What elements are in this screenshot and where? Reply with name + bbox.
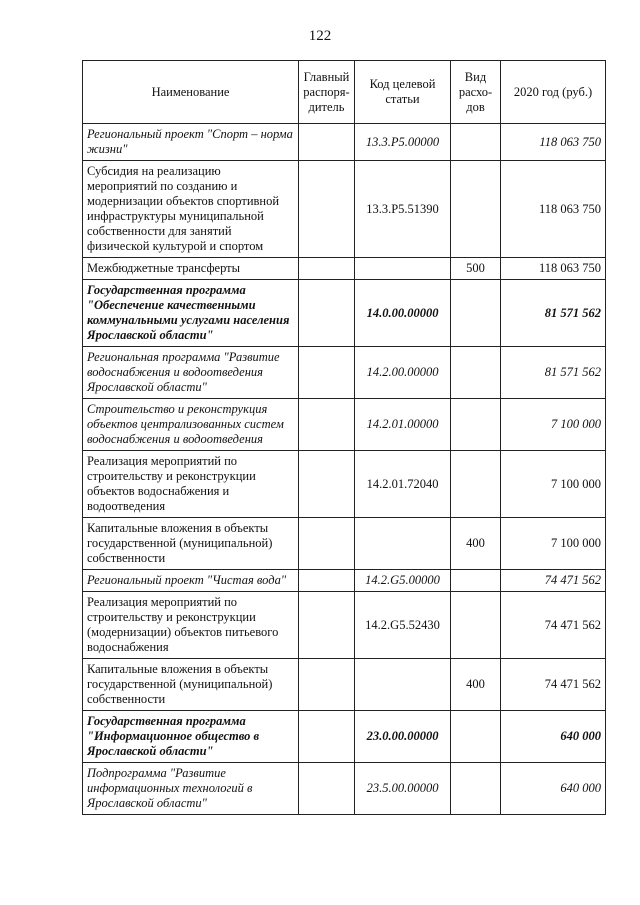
row-code-cell: 14.0.00.00000 bbox=[355, 280, 451, 347]
row-name-cell: Реализация мероприятий по строительству и реконструкции объектов водоснабжения и водоотведения bbox=[83, 451, 299, 518]
row-kind-cell bbox=[451, 124, 501, 161]
table-row bbox=[83, 659, 606, 711]
row-amount-cell: 7 100 000 bbox=[501, 451, 606, 518]
row-name-cell: Подпрограмма "Развитие информационных технологий в Ярославской области" bbox=[83, 763, 299, 815]
row-head-cell bbox=[299, 451, 355, 518]
row-code-cell: 14.2.G5.52430 bbox=[355, 592, 451, 659]
row-code-cell: 14.2.01.00000 bbox=[355, 399, 451, 451]
row-kind-cell: 400 bbox=[451, 659, 501, 711]
row-kind-cell bbox=[451, 451, 501, 518]
table-row bbox=[83, 280, 606, 347]
table-row bbox=[83, 124, 606, 161]
row-head-cell bbox=[299, 347, 355, 399]
row-amount-cell: 81 571 562 bbox=[501, 347, 606, 399]
row-amount-cell: 118 063 750 bbox=[501, 161, 606, 258]
row-head-cell bbox=[299, 258, 355, 280]
row-code-cell bbox=[355, 518, 451, 570]
row-amount-cell: 640 000 bbox=[501, 711, 606, 763]
header-name: Наименование bbox=[83, 61, 299, 124]
row-kind-cell bbox=[451, 280, 501, 347]
header-amount: 2020 год (руб.) bbox=[501, 61, 606, 124]
budget-table bbox=[82, 60, 606, 815]
row-code-cell: 13.3.P5.51390 bbox=[355, 161, 451, 258]
row-head-cell bbox=[299, 711, 355, 763]
table-row bbox=[83, 451, 606, 518]
table-body bbox=[83, 124, 606, 815]
table-header-row bbox=[83, 61, 606, 124]
table-row bbox=[83, 711, 606, 763]
table-row bbox=[83, 570, 606, 592]
row-name-cell: Государственная программа "Обеспечение качественными коммунальными услугами населения Ярославской области" bbox=[83, 280, 299, 347]
row-name-cell: Региональная программа "Развитие водоснабжения и водоотведения Ярославской области" bbox=[83, 347, 299, 399]
row-code-cell bbox=[355, 659, 451, 711]
row-head-cell bbox=[299, 763, 355, 815]
row-name-cell: Реализация мероприятий по строительству и реконструкции (модернизации) объектов питьевого водоснабжения bbox=[83, 592, 299, 659]
row-kind-cell: 400 bbox=[451, 518, 501, 570]
row-kind-cell bbox=[451, 347, 501, 399]
row-code-cell: 14.2.00.00000 bbox=[355, 347, 451, 399]
row-code-cell: 14.2.01.72040 bbox=[355, 451, 451, 518]
row-head-cell bbox=[299, 280, 355, 347]
header-kind: Вид расхо-дов bbox=[451, 61, 501, 124]
row-amount-cell: 640 000 bbox=[501, 763, 606, 815]
row-head-cell bbox=[299, 570, 355, 592]
page-number: 122 bbox=[308, 28, 332, 44]
row-kind-cell bbox=[451, 763, 501, 815]
header-code: Код целевой статьи bbox=[355, 61, 451, 124]
row-name-cell: Региональный проект "Спорт – норма жизни" bbox=[83, 124, 299, 161]
row-kind-cell: 500 bbox=[451, 258, 501, 280]
row-head-cell bbox=[299, 161, 355, 258]
row-kind-cell bbox=[451, 711, 501, 763]
row-code-cell: 23.0.00.00000 bbox=[355, 711, 451, 763]
row-head-cell bbox=[299, 124, 355, 161]
table-row bbox=[83, 258, 606, 280]
table-row bbox=[83, 592, 606, 659]
row-amount-cell: 74 471 562 bbox=[501, 592, 606, 659]
row-code-cell: 23.5.00.00000 bbox=[355, 763, 451, 815]
row-amount-cell: 118 063 750 bbox=[501, 258, 606, 280]
row-kind-cell bbox=[451, 592, 501, 659]
row-head-cell bbox=[299, 592, 355, 659]
row-code-cell: 13.3.P5.00000 bbox=[355, 124, 451, 161]
row-code-cell: 14.2.G5.00000 bbox=[355, 570, 451, 592]
table-row bbox=[83, 518, 606, 570]
row-amount-cell: 81 571 562 bbox=[501, 280, 606, 347]
row-name-cell: Капитальные вложения в объекты государственной (муниципальной) собственности bbox=[83, 659, 299, 711]
row-head-cell bbox=[299, 399, 355, 451]
row-amount-cell: 7 100 000 bbox=[501, 399, 606, 451]
row-name-cell: Государственная программа "Информационное общество в Ярославской области" bbox=[83, 711, 299, 763]
table-row bbox=[83, 161, 606, 258]
row-head-cell bbox=[299, 518, 355, 570]
row-kind-cell bbox=[451, 399, 501, 451]
table-row bbox=[83, 763, 606, 815]
row-head-cell bbox=[299, 659, 355, 711]
row-kind-cell bbox=[451, 161, 501, 258]
row-amount-cell: 118 063 750 bbox=[501, 124, 606, 161]
row-name-cell: Субсидия на реализацию мероприятий по созданию и модернизации объектов спортивной инфраструктуры муниципальной собственности для занятий физической культурой и спортом bbox=[83, 161, 299, 258]
row-name-cell: Межбюджетные трансферты bbox=[83, 258, 299, 280]
row-kind-cell bbox=[451, 570, 501, 592]
header-head: Главный распоря-дитель bbox=[299, 61, 355, 124]
row-name-cell: Капитальные вложения в объекты государственной (муниципальной) собственности bbox=[83, 518, 299, 570]
row-code-cell bbox=[355, 258, 451, 280]
table-row bbox=[83, 347, 606, 399]
row-amount-cell: 7 100 000 bbox=[501, 518, 606, 570]
row-amount-cell: 74 471 562 bbox=[501, 570, 606, 592]
row-amount-cell: 74 471 562 bbox=[501, 659, 606, 711]
row-name-cell: Строительство и реконструкция объектов централизованных систем водоснабжения и водоотведения bbox=[83, 399, 299, 451]
row-name-cell: Региональный проект "Чистая вода" bbox=[83, 570, 299, 592]
table-row bbox=[83, 399, 606, 451]
